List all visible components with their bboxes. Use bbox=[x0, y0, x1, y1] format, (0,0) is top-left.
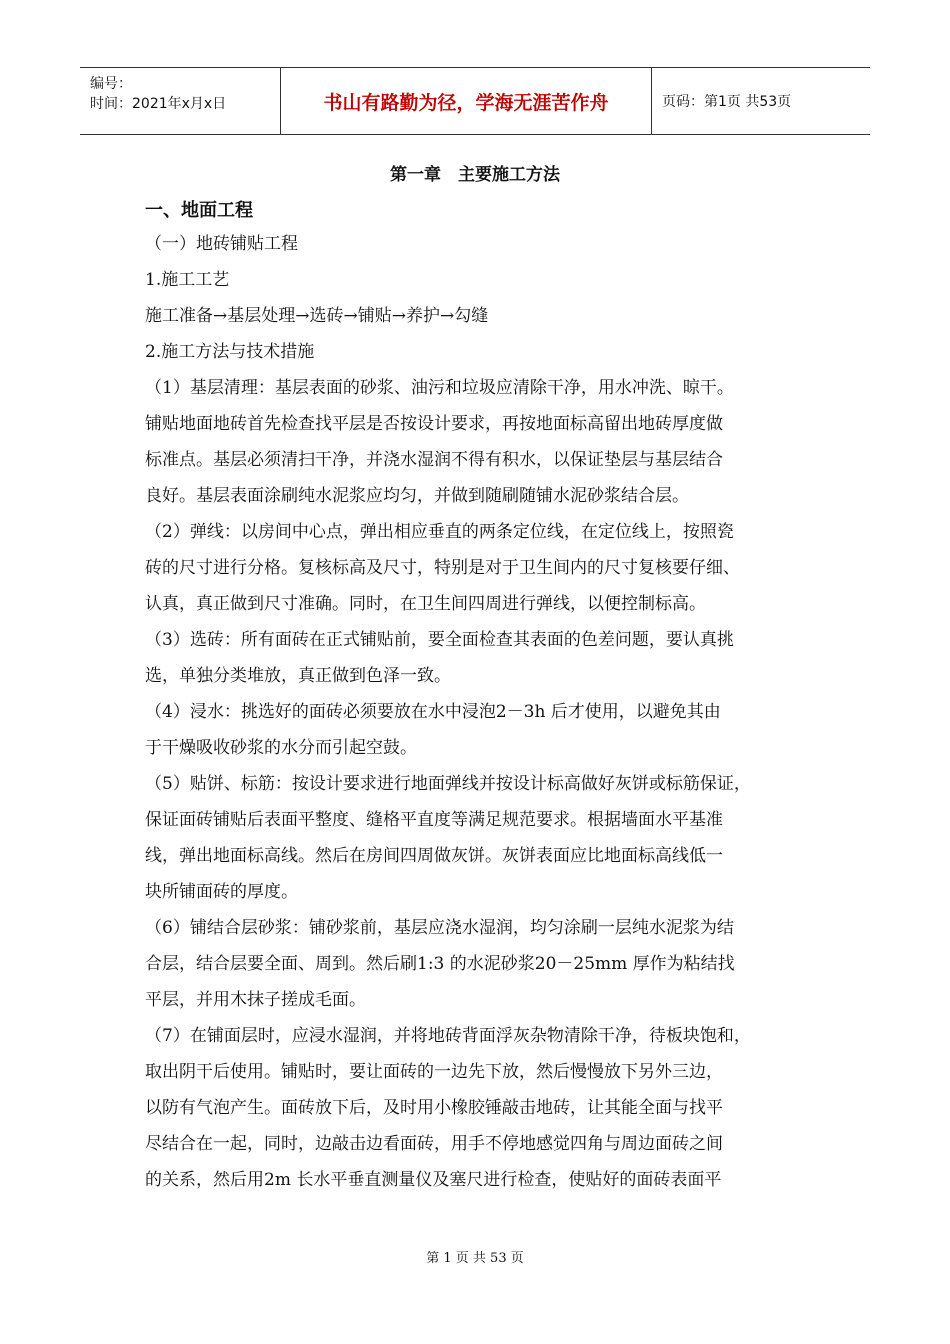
text-line: 施工准备→基层处理→选砖→铺贴→养护→勾缝 bbox=[145, 306, 489, 326]
text-line: 的关系，然后用2m 长水平垂直测量仪及塞尺进行检查，使贴好的面砖表面平 bbox=[145, 1170, 722, 1190]
text-line: （3）选砖：所有面砖在正式铺贴前，要全面检查其表面的色差问题，要认真挑 bbox=[145, 630, 734, 650]
text-line: 认真，真正做到尺寸准确。同时，在卫生间四周进行弹线，以便控制标高。 bbox=[145, 594, 706, 614]
text-line: 保证面砖铺贴后表面平整度、缝格平直度等满足规范要求。根据墙面水平基准 bbox=[145, 810, 723, 830]
text-line: （1）基层清理：基层表面的砂浆、油污和垃圾应清除干净，用水冲洗、晾干。 bbox=[145, 378, 734, 398]
header-meta bbox=[80, 68, 280, 134]
time-label: 时间：2021年x月x日 bbox=[90, 96, 227, 112]
text-line: 1.施工工艺 bbox=[145, 270, 230, 290]
text-line: 铺贴地面地砖首先检查找平层是否按设计要求，再按地面标高留出地砖厚度做 bbox=[145, 414, 723, 434]
text-line: （2）弹线：以房间中心点，弹出相应垂直的两条定位线，在定位线上，按照瓷 bbox=[145, 522, 734, 542]
text-line: 取出阴干后使用。铺贴时，要让面砖的一边先下放，然后慢慢放下另外三边， bbox=[145, 1062, 723, 1082]
text-line: 标准点。基层必须清扫干净，并浇水湿润不得有积水，以保证垫层与基层结合 bbox=[145, 450, 723, 470]
header-page-info: 页码：第1页 共53页 bbox=[662, 94, 792, 110]
text-line: 尽结合在一起，同时，边敲击边看面砖，用手不停地感觉四角与周边面砖之间 bbox=[145, 1134, 723, 1154]
number-label: 编号： bbox=[90, 76, 132, 92]
section-title: 一、地面工程 bbox=[145, 200, 253, 221]
text-line: （6）铺结合层砂浆：铺砂浆前，基层应浇水湿润，均匀涂刷一层纯水泥浆为结 bbox=[145, 918, 734, 938]
text-line: （一）地砖铺贴工程 bbox=[145, 234, 298, 254]
text-line: 平层，并用木抹子搓成毛面。 bbox=[145, 990, 366, 1010]
chapter-title: 第一章 主要施工方法 bbox=[390, 165, 560, 185]
body-text bbox=[145, 226, 815, 1198]
page-footer: 第 1 页 共 53 页 bbox=[426, 1251, 524, 1266]
header-motto: 书山有路勤为径，学海无涯苦作舟 bbox=[280, 68, 652, 134]
text-line: 合层，结合层要全面、周到。然后刷1:3 的水泥砂浆20－25mm 厚作为粘结找 bbox=[145, 954, 735, 974]
text-line: 良好。基层表面涂刷纯水泥浆应均匀，并做到随刷随铺水泥砂浆结合层。 bbox=[145, 486, 689, 506]
text-line: （7）在铺面层时，应浸水湿润，并将地砖背面浮灰杂物清除干净，待板块饱和， bbox=[145, 1026, 751, 1046]
text-line: 砖的尺寸进行分格。复核标高及尺寸，特别是对于卫生间内的尺寸复核要仔细、 bbox=[145, 558, 740, 578]
text-line: 块所铺面砖的厚度。 bbox=[145, 882, 298, 902]
document-header bbox=[80, 67, 870, 135]
text-line: （4）浸水：挑选好的面砖必须要放在水中浸泡2－3h 后才使用，以避免其由 bbox=[145, 702, 721, 722]
text-line: 选，单独分类堆放，真正做到色泽一致。 bbox=[145, 666, 451, 686]
text-line: 2.施工方法与技术措施 bbox=[145, 342, 315, 362]
text-line: 线，弹出地面标高线。然后在房间四周做灰饼。灰饼表面应比地面标高线低一 bbox=[145, 846, 723, 866]
text-line: 于干燥吸收砂浆的水分而引起空鼓。 bbox=[145, 738, 417, 758]
text-line: 以防有气泡产生。面砖放下后，及时用小橡胶锤敲击地砖，让其能全面与找平 bbox=[145, 1098, 723, 1118]
text-line: （5）贴饼、标筋：按设计要求进行地面弹线并按设计标高做好灰饼或标筋保证， bbox=[145, 774, 751, 794]
